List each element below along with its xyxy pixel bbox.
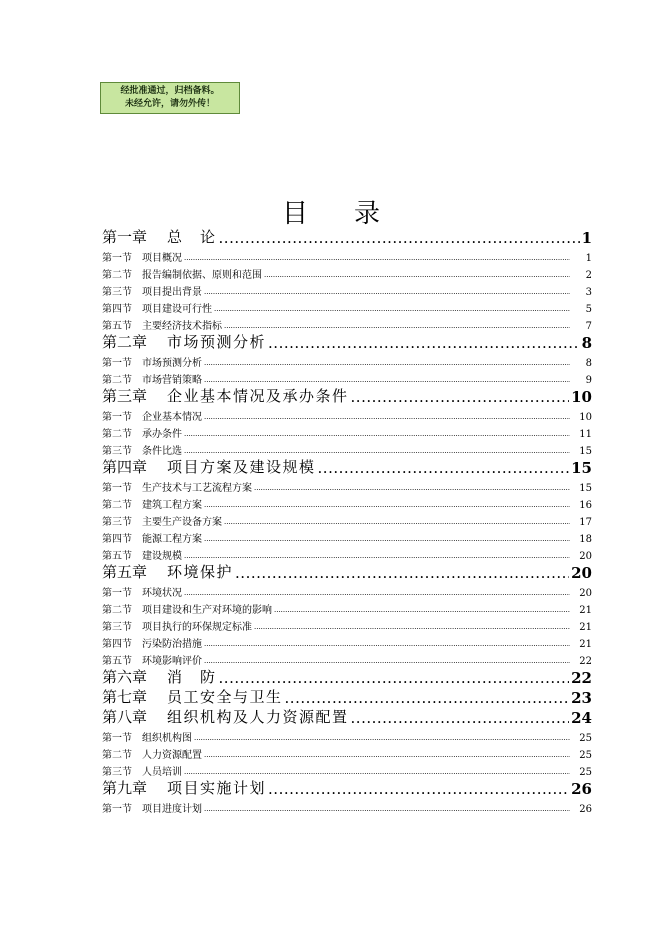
toc-entry-title: 员工安全与卫生 bbox=[167, 688, 283, 706]
toc-entry-number: 第一节 bbox=[102, 358, 132, 369]
toc-entry-number: 第一节 bbox=[102, 412, 132, 423]
stamp-line-1: 经批准通过，归档备料。 bbox=[120, 86, 220, 96]
toc-entry-label bbox=[102, 763, 182, 778]
dot-leader bbox=[264, 269, 570, 281]
dot-leader bbox=[214, 303, 570, 315]
dot-leader bbox=[184, 252, 570, 264]
toc-chapter-entry[interactable] bbox=[102, 227, 592, 247]
toc-page-number: 25 bbox=[579, 750, 592, 761]
toc-entry-title: 企业基本情况 bbox=[142, 412, 202, 423]
toc-page-number: 17 bbox=[579, 517, 592, 528]
toc-entry-title: 人员培训 bbox=[142, 767, 182, 778]
toc-entry-title: 承办条件 bbox=[142, 429, 182, 440]
toc-entry-title: 项目建设可行性 bbox=[142, 304, 212, 315]
toc-entry-number: 第三章 bbox=[102, 387, 148, 405]
toc-entry-label bbox=[102, 530, 202, 545]
dot-leader bbox=[204, 411, 570, 423]
toc-entry-number: 第四节 bbox=[102, 304, 132, 315]
toc-section-entry[interactable] bbox=[102, 528, 592, 545]
dot-leader bbox=[204, 533, 570, 545]
toc-section-entry[interactable] bbox=[102, 494, 592, 511]
toc-section-entry[interactable] bbox=[102, 599, 592, 616]
dot-leader bbox=[204, 638, 570, 650]
toc-entry-label bbox=[102, 331, 266, 352]
stamp-line-2: 未经允许，请勿外传！ bbox=[124, 99, 215, 109]
toc-entry-number: 第三节 bbox=[102, 517, 132, 528]
toc-entry-number: 第五节 bbox=[102, 656, 132, 667]
toc-chapter-entry[interactable] bbox=[102, 667, 592, 687]
toc-section-entry[interactable] bbox=[102, 264, 592, 281]
toc-entry-label bbox=[102, 496, 202, 511]
toc-entry-number: 第二章 bbox=[102, 333, 148, 351]
toc-entry-title: 市场营销策略 bbox=[142, 375, 202, 386]
toc-page-number: 21 bbox=[579, 622, 592, 633]
toc-entry-number: 第五节 bbox=[102, 551, 132, 562]
toc-page-number: 20 bbox=[571, 564, 592, 582]
toc-page-number: 10 bbox=[579, 412, 592, 423]
toc-entry-number: 第二节 bbox=[102, 605, 132, 616]
toc-entry-number: 第三节 bbox=[102, 287, 132, 298]
dot-leader bbox=[351, 709, 570, 727]
dot-leader bbox=[224, 320, 570, 332]
dot-leader bbox=[224, 516, 570, 528]
toc-entry-title: 主要经济技术指标 bbox=[142, 321, 222, 332]
toc-entry-title: 项目提出背景 bbox=[142, 287, 202, 298]
toc-entry-title: 主要生产设备方案 bbox=[142, 517, 222, 528]
dot-leader bbox=[204, 357, 570, 369]
dot-leader bbox=[204, 803, 570, 815]
toc-entry-title: 环境保护 bbox=[167, 563, 234, 581]
toc-entry-title: 项目建设和生产对环境的影响 bbox=[142, 605, 272, 616]
toc-entry-label bbox=[102, 729, 192, 744]
toc-page-number: 23 bbox=[571, 689, 592, 707]
toc-page-number: 16 bbox=[579, 500, 592, 511]
toc-page-number: 1 bbox=[585, 253, 592, 264]
toc-entry-number: 第一节 bbox=[102, 733, 132, 744]
toc-entry-label bbox=[102, 317, 222, 332]
toc-page-number: 20 bbox=[579, 588, 592, 599]
toc-page-number: 22 bbox=[571, 669, 592, 687]
toc-entry-title: 环境状况 bbox=[142, 588, 182, 599]
toc-page-number: 11 bbox=[579, 429, 592, 440]
toc-entry-number: 第九章 bbox=[102, 779, 148, 797]
toc-section-entry[interactable] bbox=[102, 369, 592, 386]
toc-entry-title: 报告编制依据、原则和范围 bbox=[142, 270, 262, 281]
dot-leader bbox=[194, 732, 570, 744]
toc-entry-label bbox=[102, 371, 202, 386]
toc-entry-title: 组织机构及人力资源配置 bbox=[167, 708, 349, 726]
toc-entry-title: 总 论 bbox=[167, 228, 217, 246]
toc-entry-title: 人力资源配置 bbox=[142, 750, 202, 761]
toc-entry-label bbox=[102, 226, 217, 247]
toc-chapter-entry[interactable] bbox=[102, 687, 592, 707]
toc-section-entry[interactable] bbox=[102, 315, 592, 332]
toc-entry-number: 第二节 bbox=[102, 500, 132, 511]
dot-leader bbox=[268, 780, 569, 798]
toc-entry-label bbox=[102, 266, 262, 281]
toc-page-number: 2 bbox=[585, 270, 592, 281]
toc-entry-label bbox=[102, 706, 349, 727]
toc-section-entry[interactable] bbox=[102, 440, 592, 457]
toc-entry-title: 市场预测分析 bbox=[142, 358, 202, 369]
dot-leader bbox=[184, 428, 570, 440]
toc-entry-label bbox=[102, 635, 202, 650]
table-of-contents bbox=[102, 227, 592, 815]
toc-entry-label bbox=[102, 746, 202, 761]
toc-entry-number: 第四章 bbox=[102, 458, 148, 476]
toc-entry-number: 第四节 bbox=[102, 639, 132, 650]
toc-entry-number: 第一章 bbox=[102, 228, 148, 246]
toc-entry-label bbox=[102, 283, 202, 298]
toc-page-number: 20 bbox=[579, 551, 592, 562]
toc-page-number: 5 bbox=[585, 304, 592, 315]
toc-section-entry[interactable] bbox=[102, 744, 592, 761]
toc-page-number: 21 bbox=[579, 639, 592, 650]
toc-chapter-entry[interactable] bbox=[102, 386, 592, 406]
dot-leader bbox=[274, 604, 570, 616]
toc-section-entry[interactable] bbox=[102, 582, 592, 599]
toc-page-number: 22 bbox=[579, 656, 592, 667]
toc-page-number: 25 bbox=[579, 733, 592, 744]
toc-page-number: 24 bbox=[571, 709, 592, 727]
toc-entry-title: 项目方案及建设规模 bbox=[167, 458, 316, 476]
toc-entry-number: 第三节 bbox=[102, 767, 132, 778]
toc-section-entry[interactable] bbox=[102, 545, 592, 562]
toc-entry-title: 生产技术与工艺流程方案 bbox=[142, 483, 252, 494]
toc-chapter-entry[interactable] bbox=[102, 562, 592, 582]
toc-entry-title: 能源工程方案 bbox=[142, 534, 202, 545]
toc-entry-label bbox=[102, 354, 202, 369]
toc-entry-number: 第三节 bbox=[102, 622, 132, 633]
dot-leader bbox=[184, 587, 570, 599]
toc-chapter-entry[interactable] bbox=[102, 778, 592, 798]
toc-entry-label bbox=[102, 601, 272, 616]
toc-entry-number: 第五节 bbox=[102, 321, 132, 332]
toc-entry-title: 项目概况 bbox=[142, 253, 182, 264]
toc-section-entry[interactable] bbox=[102, 406, 592, 423]
toc-entry-label bbox=[102, 479, 252, 494]
toc-entry-label bbox=[102, 442, 182, 457]
toc-title: 目录 bbox=[281, 199, 426, 229]
toc-entry-title: 环境影响评价 bbox=[142, 656, 202, 667]
toc-entry-label bbox=[102, 408, 202, 423]
dot-leader bbox=[318, 459, 570, 477]
toc-entry-label bbox=[102, 800, 202, 815]
toc-entry-number: 第六章 bbox=[102, 668, 148, 686]
dot-leader bbox=[204, 749, 570, 761]
toc-entry-title: 建筑工程方案 bbox=[142, 500, 202, 511]
toc-page-number: 21 bbox=[579, 605, 592, 616]
toc-section-entry[interactable] bbox=[102, 616, 592, 633]
dot-leader bbox=[219, 669, 570, 687]
toc-entry-number: 第二节 bbox=[102, 750, 132, 761]
toc-entry-title: 建设规模 bbox=[142, 551, 182, 562]
toc-entry-number: 第五章 bbox=[102, 563, 148, 581]
toc-section-entry[interactable] bbox=[102, 727, 592, 744]
dot-leader bbox=[351, 388, 570, 406]
toc-page-number: 3 bbox=[585, 287, 592, 298]
toc-entry-number: 第二节 bbox=[102, 375, 132, 386]
toc-page-number: 26 bbox=[571, 780, 592, 798]
dot-leader bbox=[285, 689, 570, 707]
toc-entry-label bbox=[102, 300, 212, 315]
toc-section-entry[interactable] bbox=[102, 511, 592, 528]
toc-entry-title: 项目实施计划 bbox=[167, 779, 267, 797]
toc-entry-number: 第一节 bbox=[102, 588, 132, 599]
dot-leader bbox=[204, 499, 570, 511]
toc-entry-title: 消 防 bbox=[167, 668, 217, 686]
toc-section-entry[interactable] bbox=[102, 633, 592, 650]
toc-entry-label bbox=[102, 425, 182, 440]
toc-page-number: 10 bbox=[571, 388, 592, 406]
approval-stamp bbox=[100, 82, 240, 114]
toc-entry-title: 条件比选 bbox=[142, 446, 182, 457]
toc-entry-number: 第二节 bbox=[102, 429, 132, 440]
dot-leader bbox=[204, 286, 570, 298]
toc-entry-title: 项目进度计划 bbox=[142, 804, 202, 815]
toc-page-number: 9 bbox=[585, 375, 592, 386]
dot-leader bbox=[219, 229, 580, 247]
toc-entry-label bbox=[102, 513, 222, 528]
dot-leader bbox=[254, 621, 570, 633]
toc-page-number: 7 bbox=[585, 321, 592, 332]
toc-entry-number: 第八章 bbox=[102, 708, 148, 726]
toc-section-entry[interactable] bbox=[102, 298, 592, 315]
toc-section-entry[interactable] bbox=[102, 477, 592, 494]
toc-entry-number: 第一节 bbox=[102, 253, 132, 264]
toc-entry-title: 市场预测分析 bbox=[167, 333, 267, 351]
toc-section-entry[interactable] bbox=[102, 761, 592, 778]
toc-entry-label bbox=[102, 456, 316, 477]
toc-section-entry[interactable] bbox=[102, 423, 592, 440]
toc-entry-number: 第三节 bbox=[102, 446, 132, 457]
toc-page-number: 15 bbox=[571, 459, 592, 477]
toc-entry-label bbox=[102, 652, 202, 667]
toc-section-entry[interactable] bbox=[102, 798, 592, 815]
toc-chapter-entry[interactable] bbox=[102, 332, 592, 352]
dot-leader bbox=[268, 334, 580, 352]
toc-entry-title: 企业基本情况及承办条件 bbox=[167, 387, 349, 405]
toc-chapter-entry[interactable] bbox=[102, 707, 592, 727]
toc-entry-title: 污染防治措施 bbox=[142, 639, 202, 650]
toc-entry-label bbox=[102, 584, 182, 599]
toc-section-entry[interactable] bbox=[102, 281, 592, 298]
toc-page-number: 8 bbox=[581, 334, 592, 352]
toc-entry-label bbox=[102, 686, 283, 707]
toc-section-entry[interactable] bbox=[102, 247, 592, 264]
toc-section-entry[interactable] bbox=[102, 352, 592, 369]
toc-page-number: 26 bbox=[579, 804, 592, 815]
toc-entry-label bbox=[102, 666, 217, 687]
toc-entry-number: 第四节 bbox=[102, 534, 132, 545]
dot-leader bbox=[184, 550, 570, 562]
toc-page-number: 18 bbox=[579, 534, 592, 545]
toc-page-number: 1 bbox=[581, 229, 592, 247]
toc-entry-number: 第一节 bbox=[102, 483, 132, 494]
toc-entry-number: 第一节 bbox=[102, 804, 132, 815]
toc-page-number: 8 bbox=[585, 358, 592, 369]
toc-section-entry[interactable] bbox=[102, 650, 592, 667]
dot-leader bbox=[204, 655, 570, 667]
toc-entry-title: 组织机构图 bbox=[142, 733, 192, 744]
toc-entry-label bbox=[102, 385, 349, 406]
dot-leader bbox=[254, 482, 570, 494]
toc-entry-title: 项目执行的环保规定标准 bbox=[142, 622, 252, 633]
toc-entry-number: 第七章 bbox=[102, 688, 148, 706]
toc-page-number: 15 bbox=[579, 483, 592, 494]
toc-entry-label bbox=[102, 777, 266, 798]
toc-page-number: 25 bbox=[579, 767, 592, 778]
toc-page-number: 15 bbox=[579, 446, 592, 457]
dot-leader bbox=[235, 564, 569, 582]
toc-entry-label bbox=[102, 249, 182, 264]
toc-entry-number: 第二节 bbox=[102, 270, 132, 281]
toc-entry-label bbox=[102, 547, 182, 562]
toc-entry-label bbox=[102, 618, 252, 633]
toc-chapter-entry[interactable] bbox=[102, 457, 592, 477]
toc-entry-label bbox=[102, 561, 233, 582]
